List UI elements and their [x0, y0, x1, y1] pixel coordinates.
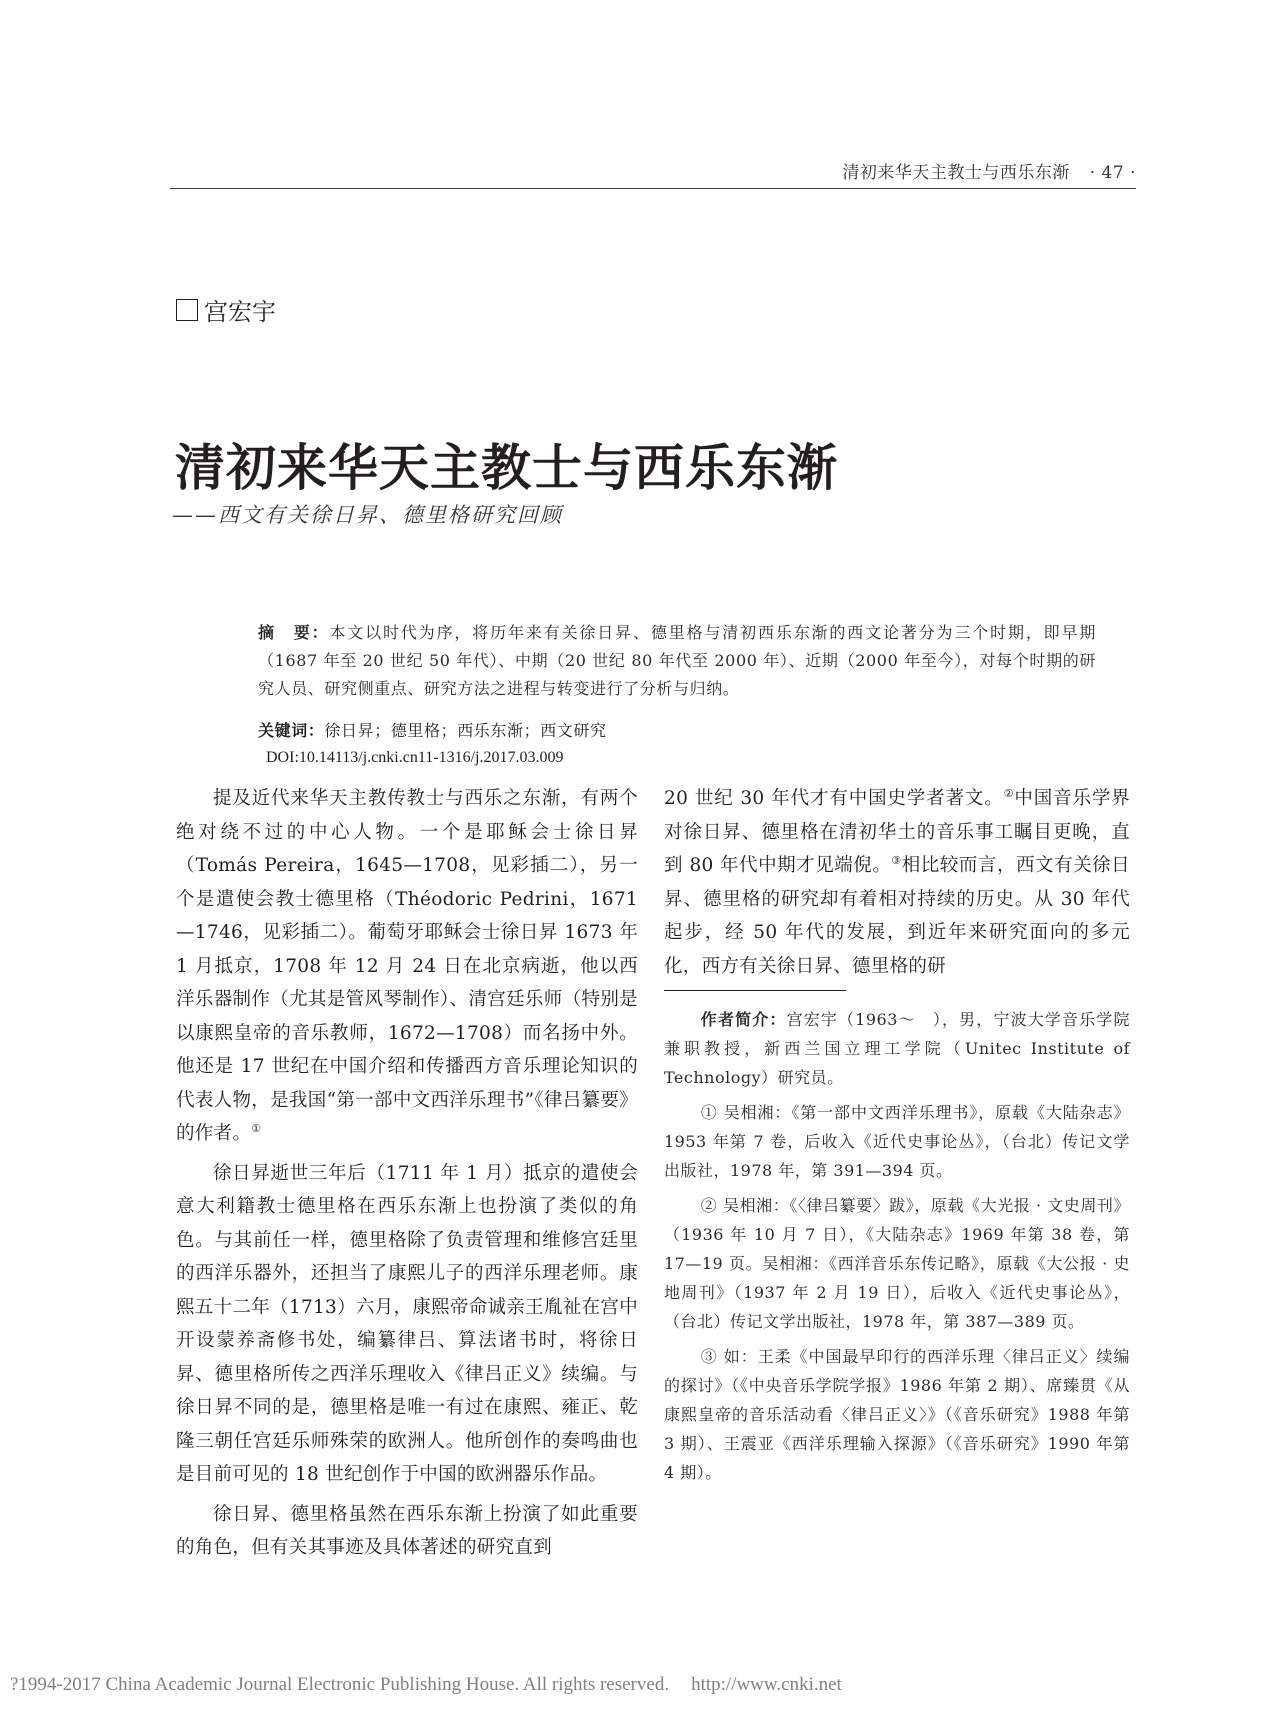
footnote-3: ③ 如：王柔《中国最早印行的西洋乐理〈律吕正义〉续编的探讨》（《中央音乐学院学报》1986 年第 2 期）、席臻贯《从康熙皇帝的音乐活动看〈律吕正义〉》（《音乐研究》1988 年第 3 期）、王震亚《西洋乐理输入探源》（《音乐研究》1990 年第 4 期）。	[664, 1347, 1130, 1482]
footnote-ref[interactable]: ③	[891, 853, 902, 867]
footnotes	[664, 1005, 1130, 1493]
article-title: 清初来华天主教士与西乐东渐	[175, 439, 838, 497]
footnote-ref[interactable]: ①	[251, 1121, 262, 1135]
copyright-text: ?1994-2017 China Academic Journal Electronic Publishing House. All rights reserved.	[10, 1674, 670, 1695]
body-left-column	[176, 782, 638, 1571]
page-number: · 47 ·	[1089, 163, 1136, 183]
footnote-ref[interactable]: ②	[1003, 786, 1015, 800]
keywords-label: 关键词：	[258, 721, 325, 740]
body-right-column	[664, 782, 1130, 983]
body-text: 提及近代来华天主教传教士与西乐之东渐，有两个绝对绕不过的中心人物。一个是耶稣会士徐日昇（Tomás Pereira，1645—1708，见彩插二），另一个是遣使会教士德里格（Théodoric Pedrini，1671—1746，见彩插二）。葡萄牙耶稣会士徐日昇 1673 年 1 月抵京，1708 年 12 月 24 日在北京病逝，他以西洋乐器制作（尤其是管风琴制作）、清宫廷乐师（特别是以康熙皇帝的音乐教师，1672—1708）而名扬中外。他还是 17 世纪在中国介绍和传播西方音乐理论知识的代表人物，是我国“第一部中文西洋乐理书”《律吕纂要》的作者。	[176, 788, 638, 1144]
footnote-2: ② 吴相湘：《〈律吕纂要〉跋》，原载《大光报 · 文史周刊》（1936 年 10 月 7 日），《大陆杂志》1969 年第 38 卷，第 17—19 页。吴相湘：《西洋音乐东传记略》，原载《大公报 · 史地周刊》（1937 年 2 月 19 日），后收入《近代史事论丛》，（台北）传记文学出版社，1978 年，第 387—389 页。	[664, 1196, 1130, 1331]
bio-text: 宫宏宇（1963～ ），男，宁波大学音乐学院兼职教授，新西兰国立理工学院（Unitec Institute of Technology）研究员。	[664, 1010, 1130, 1087]
author-bio	[664, 1005, 1130, 1092]
body-text: 20 世纪 30 年代才有中国史学者著文。	[664, 788, 1004, 809]
running-title: 清初来华天主教士与西乐东渐	[842, 163, 1070, 183]
body-paragraph: 徐日昇、德里格虽然在西乐东渐上扮演了如此重要的角色，但有关其事迹及具体著述的研究直到	[176, 1503, 638, 1558]
author-name: 宫宏宇	[204, 298, 276, 326]
body-paragraph	[176, 782, 638, 1151]
running-header	[170, 158, 1136, 189]
body-text: 中国音乐学界对徐日昇、德里格在清初华土的音乐事工瞩目更晚，直到 80 年代中期才见端倪。	[664, 788, 1130, 876]
footnote-divider	[664, 990, 846, 991]
keywords	[258, 718, 607, 741]
abstract-label: 摘 要：	[258, 623, 330, 642]
bio-label: 作者简介：	[700, 1010, 787, 1029]
body-paragraph: 徐日昇逝世三年后（1711 年 1 月）抵京的遣使会意大利籍教士德里格在西乐东渐上也扮演了类似的角色。与其前任一样，德里格除了负责管理和维修宫廷里的西洋乐器外，还担当了康熙儿子的西洋乐理老师。康熙五十二年（1713）六月，康熙帝命诚亲王胤祉在宫中开设蒙养斋修书处，编纂律吕、算法诸书时，将徐日昇、德里格所传之西洋乐理收入《律吕正义》续编。与徐日昇不同的是，德里格是唯一有过在康熙、雍正、乾隆三朝任宫廷乐师殊荣的欧洲人。他所创作的奏鸣曲也是目前可见的 18 世纪创作于中国的欧洲器乐作品。	[176, 1162, 638, 1485]
abstract-text-1: 本文以时代为序，将历年来有关徐日昇、德里格与清初西乐东渐的西文论著分为三个时期，即早期（	[258, 623, 1096, 670]
copyright-footer	[10, 1674, 842, 1696]
abstract-text-2: 1687 年至 20 世纪 50 年代）、中期（20 世纪 80 年代至 2000 年）、近期（2000 年至今），对每个时期的研究人员、研究侧重点、研究方法之进程与转变进行了分析与归纳。	[258, 651, 1096, 698]
author-box-icon	[176, 299, 198, 321]
article-subtitle: ——西文有关徐日昇、德里格研究回顾	[172, 503, 563, 527]
body-paragraph	[664, 782, 1130, 983]
body-text: 相比较而言，西文有关徐日昇、德里格的研究却有着相对持续的历史。从 30 年代起步，经 50 年代的发展，到近年来研究面向的多元化，西方有关徐日昇、德里格的研	[664, 855, 1130, 977]
keywords-text: 徐日昇；德里格；西乐东渐；西文研究	[324, 721, 607, 740]
footnote-1: ① 吴相湘：《第一部中文西洋乐理书》，原载《大陆杂志》1953 年第 7 卷，后收入《近代史事论丛》，（台北）传记文学出版社，1978 年，第 391—394 页。	[664, 1103, 1130, 1180]
author-line	[176, 292, 276, 327]
abstract	[216, 619, 1096, 703]
doi: DOI:10.14113/j.cnki.cn11-1316/j.2017.03.009	[266, 749, 564, 766]
footer-url[interactable]: http://www.cnki.net	[691, 1674, 842, 1695]
